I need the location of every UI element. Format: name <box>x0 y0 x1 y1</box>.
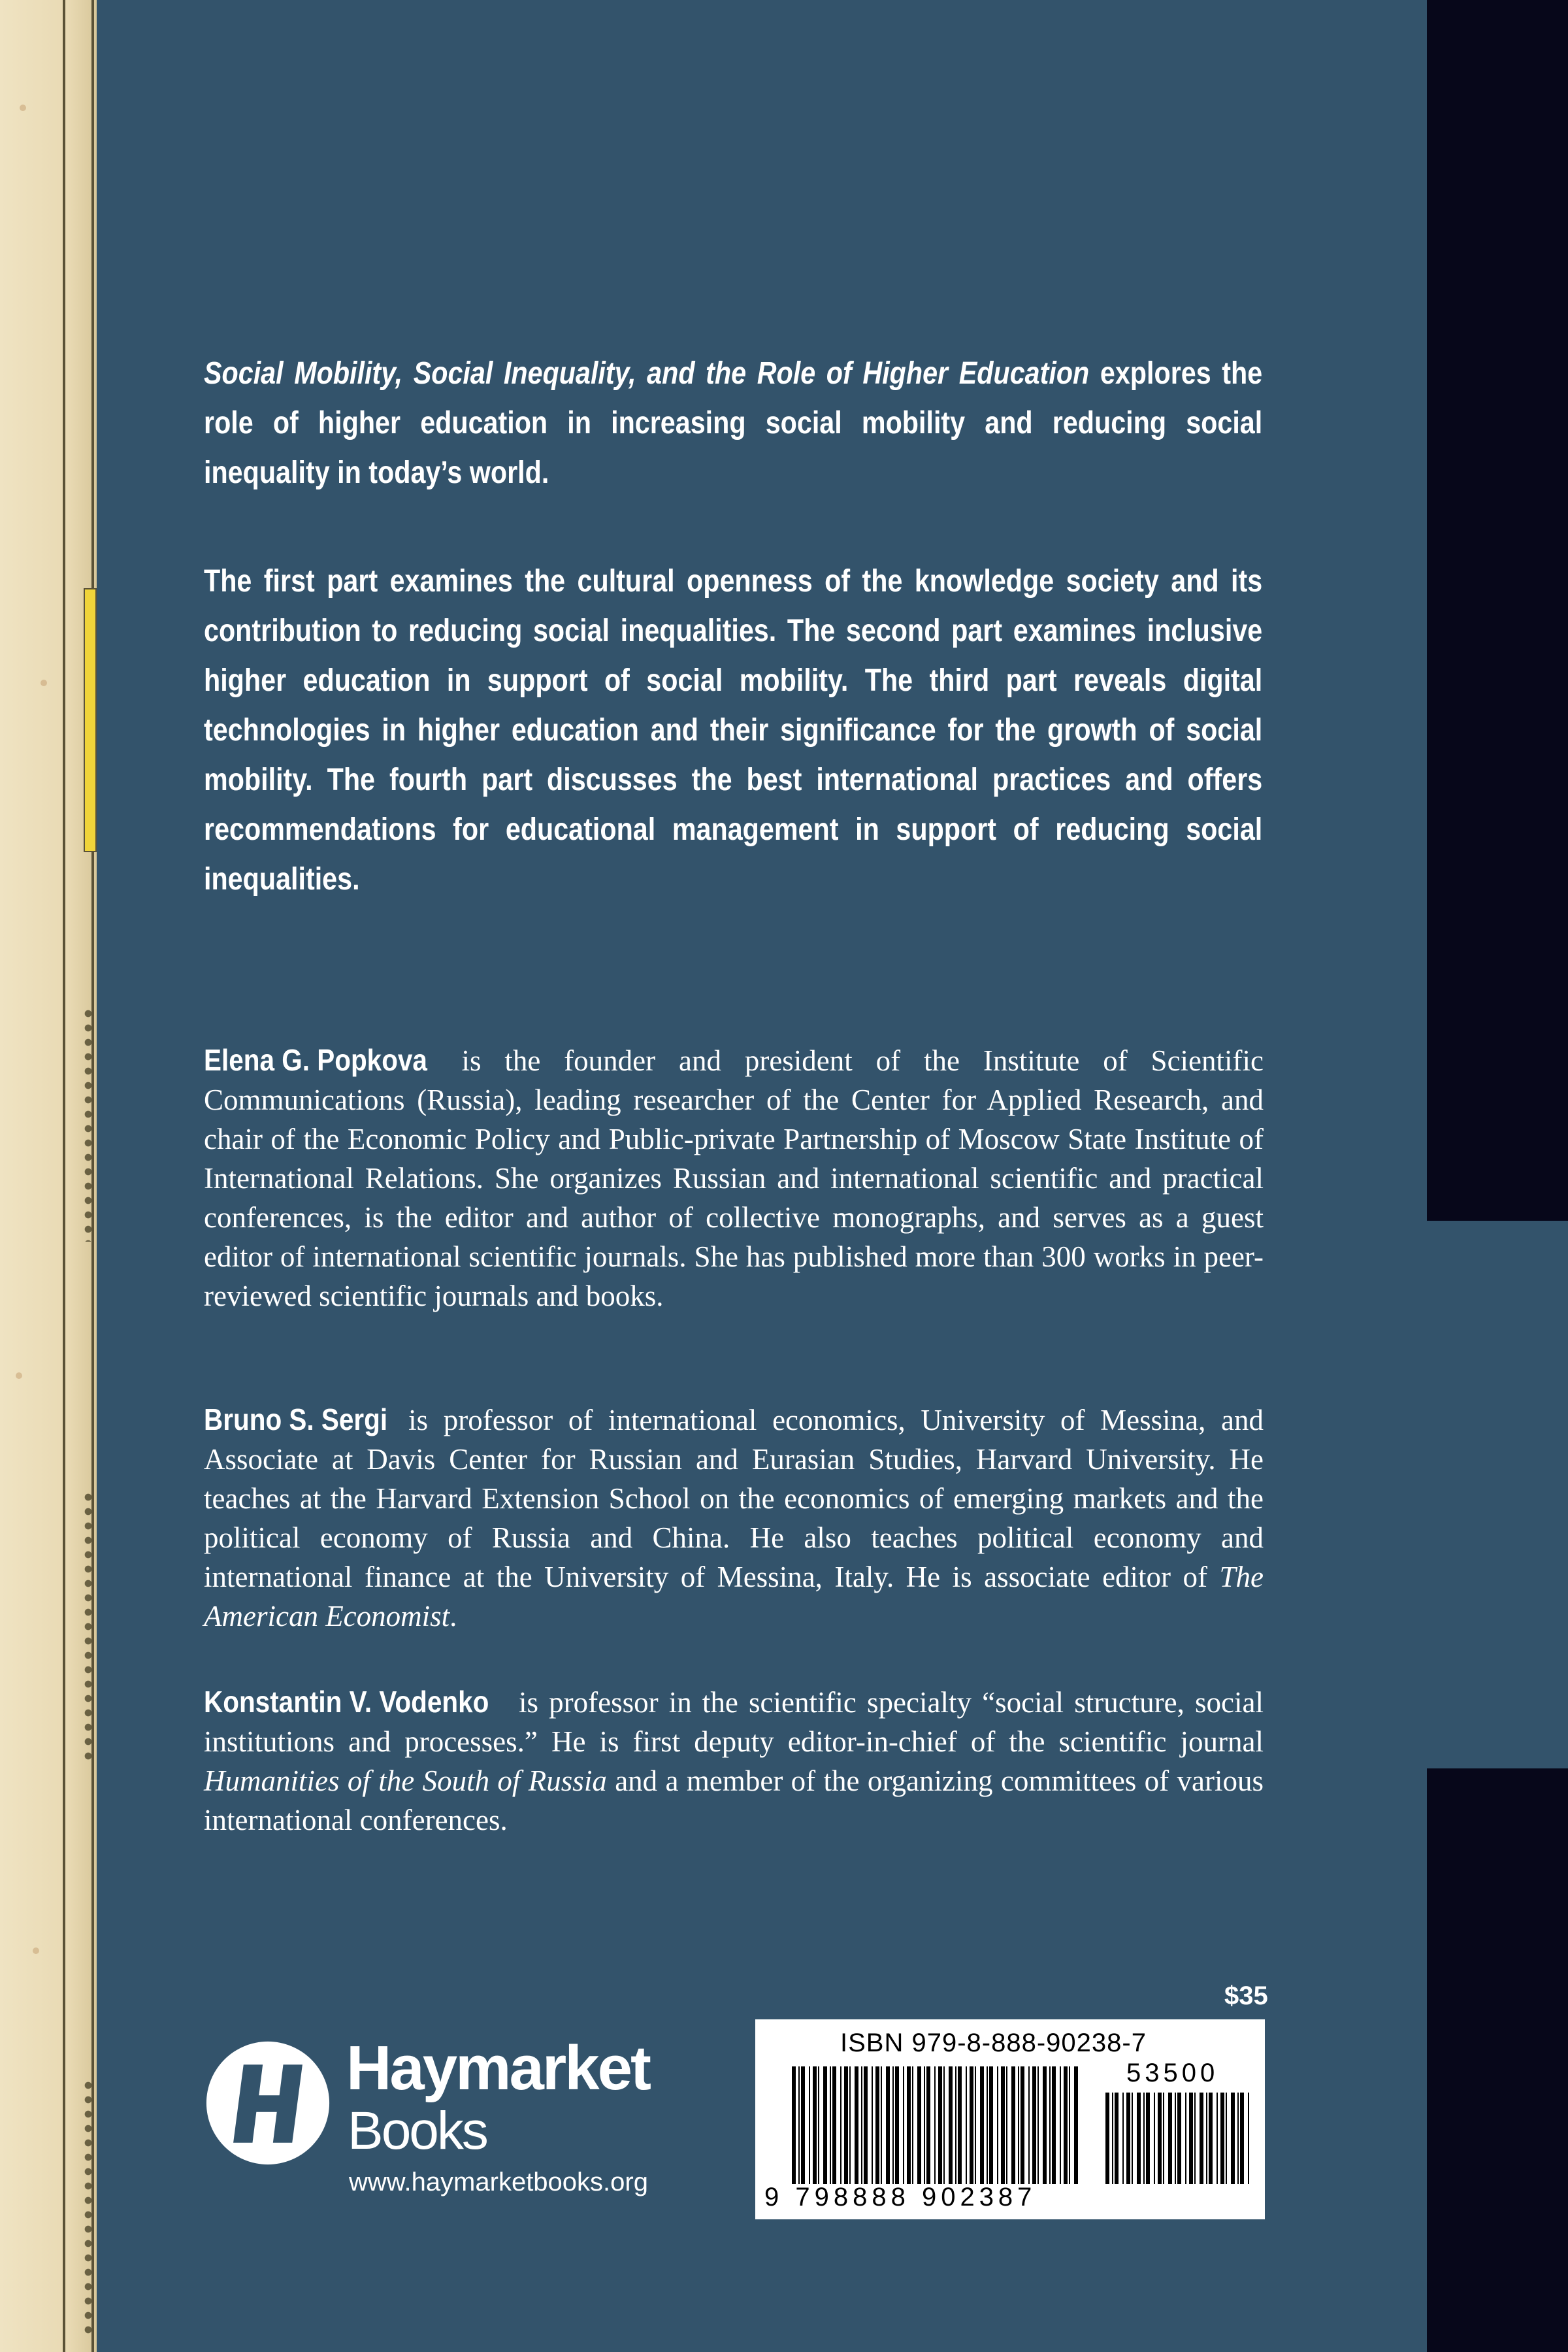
isbn-barcode <box>755 2019 1265 2219</box>
map-dotted-border <box>82 2078 94 2340</box>
barcode-bar <box>1021 2066 1024 2184</box>
author-bio-text: . <box>449 1600 457 1632</box>
barcode-bar <box>1206 2093 1207 2184</box>
isbn-label: ISBN 979-8-888-90238-7 <box>840 2029 1147 2057</box>
barcode-bar <box>886 2066 890 2184</box>
barcode-bar <box>1001 2066 1005 2184</box>
barcode-bar <box>938 2066 942 2184</box>
barcode-bar <box>955 2066 956 2184</box>
barcode-bar <box>989 2066 993 2184</box>
author-bio-text: is professor in the scientific specialty “social structure, social institutions and processes.” He is first deputy editor-in-chief of the scientific journal <box>204 1686 1264 1758</box>
barcode-bar <box>903 2066 904 2184</box>
barcode-bar <box>1060 2066 1061 2184</box>
blurb-paragraph-2: The first part examines the cultural openness of the knowledge society and its contribution to reducing social inequalities. The second part examines inclusive higher education in support of social mobility. The third part reveals digital technologies in higher education and their significance for the growth of social mobility. The fourth part discusses the best international practices and offers recommendations for educational management in support of reducing social inequalities. <box>204 564 1263 897</box>
haymarket-h-icon <box>204 2039 332 2167</box>
barcode-bar <box>875 2066 879 2184</box>
barcode-addon-bars <box>1105 2093 1253 2184</box>
barcode-bar <box>958 2066 962 2184</box>
barcode-bar <box>917 2066 921 2184</box>
blurb-paragraph-1 <box>204 349 1262 498</box>
barcode-bar <box>1122 2093 1124 2184</box>
barcode-bar <box>861 2066 862 2184</box>
barcode-bar <box>1069 2066 1070 2184</box>
journal-title: The American Economist <box>204 1561 1264 1632</box>
barcode-bar <box>1052 2066 1056 2184</box>
barcode-bar <box>975 2066 976 2184</box>
barcode-bar <box>943 2066 945 2184</box>
barcode-bar <box>1126 2093 1130 2184</box>
barcode-bar <box>1074 2066 1078 2184</box>
barcode-bar <box>1194 2093 1196 2184</box>
barcode-bar <box>1049 2066 1051 2184</box>
barcode-bar <box>792 2066 796 2184</box>
book-title: Social Mobility, Social Inequality, and the Role of Higher Education <box>204 356 1090 391</box>
barcode-bar <box>1043 2066 1047 2184</box>
author-bio-text: is professor of international economics, University of Messina, and Associate at Davis Center for Russian and Eurasian Studies, Harvard University. He teaches at the Harvard Extension School on the economics of emerging markets and the political economy of Russia and China. He also teaches political economy and international finance at the University of Messina, Italy. He is associate editor of <box>204 1404 1264 1593</box>
price-label: $35 <box>1224 1981 1268 2010</box>
barcode-bar <box>907 2066 911 2184</box>
author-bio-popkova <box>204 1040 1264 1316</box>
barcode-bar <box>912 2066 913 2184</box>
author-name: Bruno S. Sergi <box>204 1402 388 1436</box>
barcode-bar <box>1185 2093 1186 2184</box>
barcode-bar <box>1248 2093 1249 2184</box>
barcode-bar <box>823 2066 827 2184</box>
map-speck <box>16 1372 22 1379</box>
barcode-bar <box>1011 2066 1015 2184</box>
author-name: Elena G. Popkova <box>204 1043 427 1077</box>
barcode-bar <box>1064 2066 1068 2184</box>
barcode-bar <box>798 2066 800 2184</box>
map-dotted-border <box>82 1490 94 1764</box>
spine-mid-band <box>1427 1221 1568 1768</box>
barcode-bar <box>844 2066 848 2184</box>
author-bio-vodenko <box>204 1682 1264 1840</box>
barcode-bar <box>809 2066 810 2184</box>
barcode-bar <box>1209 2093 1213 2184</box>
barcode-bar <box>1177 2093 1181 2184</box>
map-border-line <box>63 0 65 2352</box>
barcode-bar <box>1112 2093 1113 2184</box>
barcode-bar <box>1037 2066 1039 2184</box>
barcode-bar <box>1105 2093 1109 2184</box>
author-name: Konstantin V. Vodenko <box>204 1685 489 1719</box>
barcode-bar <box>892 2066 894 2184</box>
barcode-bar <box>881 2066 882 2184</box>
barcode-bar <box>813 2066 817 2184</box>
barcode-bar <box>801 2066 805 2184</box>
publisher-name: Haymarket <box>346 2033 649 2103</box>
publisher-logo <box>204 2033 700 2196</box>
barcode-bar <box>1115 2093 1119 2184</box>
barcode-bar <box>980 2066 984 2184</box>
spine-dark-band <box>1427 1768 1568 2352</box>
barcode-bar <box>1168 2093 1172 2184</box>
barcode-bar <box>1189 2093 1193 2184</box>
map-speck <box>41 680 47 686</box>
barcode-price-code: 53500 <box>1126 2059 1219 2087</box>
barcode-bar <box>924 2066 925 2184</box>
publisher-name-sub: Books <box>348 2101 487 2161</box>
author-bio-text: and a member of the organizing committees of various international conferences. <box>204 1764 1264 1836</box>
barcode-bar <box>1154 2093 1155 2184</box>
barcode-bar <box>1137 2093 1141 2184</box>
barcode-digits: 9 798888 902387 <box>764 2183 1037 2211</box>
barcode-bar <box>1237 2093 1239 2184</box>
publisher-url: www.haymarketbooks.org <box>349 2168 648 2196</box>
barcode-bar <box>840 2066 841 2184</box>
barcode-bar <box>818 2066 819 2184</box>
barcode-bar <box>1163 2093 1164 2184</box>
barcode-bar <box>1200 2093 1203 2184</box>
barcode-bar <box>949 2066 953 2184</box>
journal-title: Humanities of the South of Russia <box>204 1764 607 1797</box>
map-speck <box>20 105 26 111</box>
author-bio-text: is the founder and president of the Institute of Scientific Communications (Russia), leading researcher of the Center for Applied Research, and chair of the Economic Policy and Public-private Partnership of Moscow State Institute of International Relations. She organizes Russian and international scientific and practical conferences, is the editor and author of collective monographs, and serves as a guest editor of international scientific journals. She has published more than 300 works in peer-reviewed scientific journals and books. <box>204 1044 1264 1312</box>
barcode-bar <box>849 2066 851 2184</box>
barcode-bar <box>970 2066 973 2184</box>
barcode-bars <box>792 2066 1079 2184</box>
barcode-bar <box>997 2066 998 2184</box>
barcode-bar <box>1158 2093 1162 2184</box>
barcode-bar <box>1028 2066 1030 2184</box>
map-yellow-band <box>84 588 97 852</box>
barcode-bar <box>934 2066 936 2184</box>
barcode-bar <box>1226 2093 1227 2184</box>
barcode-bar <box>1217 2093 1218 2184</box>
barcode-bar <box>1146 2093 1150 2184</box>
barcode-bar <box>830 2066 831 2184</box>
barcode-bar <box>832 2066 836 2184</box>
map-decoration-strip <box>0 0 97 2352</box>
barcode-bar <box>966 2066 967 2184</box>
barcode-bar <box>1240 2093 1244 2184</box>
barcode-bar <box>855 2066 858 2184</box>
barcode-bar <box>1018 2066 1019 2184</box>
barcode-bar <box>895 2066 899 2184</box>
barcode-bar <box>1132 2093 1133 2184</box>
blurb-text: explores the role of higher education in increasing social mobility and reducing social inequality in today’s world. <box>204 356 1263 490</box>
barcode-bar <box>987 2066 988 2184</box>
barcode-bar <box>872 2066 873 2184</box>
spine-dark-band <box>1427 0 1568 1221</box>
map-speck <box>33 1947 39 1954</box>
barcode-bar <box>926 2066 930 2184</box>
map-dotted-border <box>82 1006 94 1242</box>
barcode-bar <box>1032 2066 1036 2184</box>
barcode-bar <box>1143 2093 1145 2184</box>
author-bio-sergi <box>204 1400 1264 1636</box>
barcode-bar <box>1006 2066 1007 2184</box>
barcode-bar <box>1231 2093 1235 2184</box>
barcode-bar <box>1175 2093 1176 2184</box>
barcode-bar <box>1220 2093 1224 2184</box>
barcode-bar <box>864 2066 868 2184</box>
